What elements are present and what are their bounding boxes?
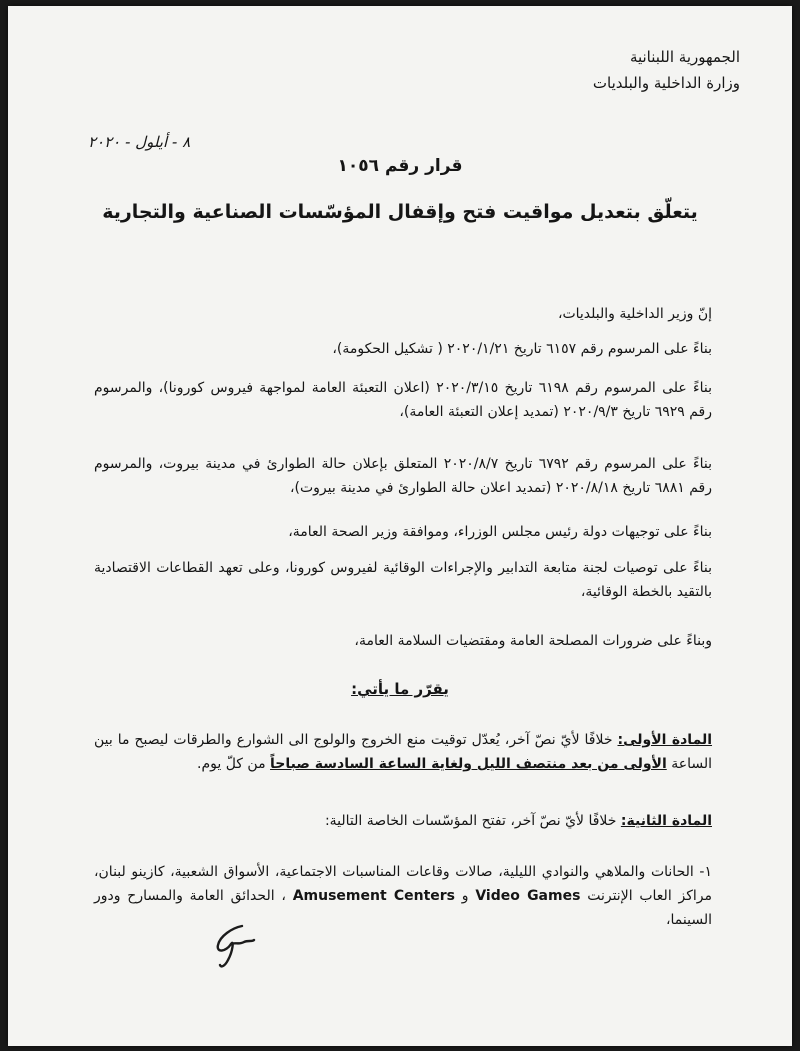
document-date: ٨ - أيلول - ٢٠٢٠ <box>88 133 191 151</box>
preamble-paragraph: بناءً على توصيات لجنة متابعة التدابير والإجراءات الوقائية لفيروس كورونا، وعلى تعهد القطاعات الاقتصادية بالتقيد بالخطة الوقائية، <box>94 560 712 600</box>
article-2-item-1 <box>94 860 712 932</box>
item-1-latin-video-games: Video Games <box>475 888 581 904</box>
item-1-latin-amusement-centers: Amusement Centers <box>292 888 456 904</box>
preamble-paragraph: بناءً على المرسوم رقم ٦١٩٨ تاريخ ٢٠٢٠/٣/١٥ (اعلان التعبئة العامة لمواجهة فيروس كورونا)، والمرسوم رقم ٦٩٢٩ تاريخ ٢٠٢٠/٩/٣ (تمديد إعلان التعبئة العامة)، <box>94 380 712 420</box>
item-1-text: ١- الحانات والملاهي والنوادي الليلية، صالات وقاعات المناسبات الاجتماعية، الأسواق الشعبية، كازينو لبنان، مراكز العاب الإنترنت <box>94 864 712 904</box>
article-1-curfew-hours: الأولى من بعد منتصف الليل ولغاية الساعة السادسة صباحاً <box>270 756 667 772</box>
item-1-text-end: ، الحدائق العامة والمسارح ودور السينما، <box>94 888 712 928</box>
decision-number: قرار رقم ١٠٥٦ <box>337 156 463 176</box>
preamble-paragraph: بناءً على المرسوم رقم ٦١٥٧ تاريخ ٢٠٢٠/١/٢١ ( تشكيل الحكومة)، <box>332 341 712 357</box>
article-1-text-end: من كلّ يوم. <box>197 756 271 772</box>
signature-icon <box>198 918 256 970</box>
letterhead <box>593 44 740 96</box>
document-page <box>8 6 792 1046</box>
article-2 <box>94 809 712 833</box>
article-1-text: خلافًا لأيّ نصّ آخر، يُعدّل توقيت منع الخروج والولوج الى الشوارع والطرقات ليصبح ما بين الساعة <box>94 732 712 772</box>
article-2-text: خلافًا لأيّ نصّ آخر، تفتح المؤسّسات الخاصة التالية: <box>324 813 621 829</box>
resolves-heading: يقرّر ما يأتي: <box>351 680 449 698</box>
preamble-paragraph: وبناءً على ضرورات المصلحة العامة ومقتضيات السلامة العامة، <box>354 633 712 649</box>
preamble-paragraph: بناءً على توجيهات دولة رئيس مجلس الوزراء، وموافقة وزير الصحة العامة، <box>288 524 712 540</box>
article-1-label: المادة الأولى: <box>617 732 713 748</box>
decision-subject: يتعلّق بتعديل مواقيت فتح وإقفال المؤسّسات الصناعية والتجارية <box>102 201 698 223</box>
article-1 <box>94 728 712 776</box>
ministry-name: وزارة الداخلية والبلديات <box>592 74 740 92</box>
article-2-label: المادة الثانية: <box>620 813 712 829</box>
item-1-conjunction: و <box>455 888 476 904</box>
republic-name: الجمهورية اللبنانية <box>629 48 740 66</box>
preamble-paragraph: بناءً على المرسوم رقم ٦٧٩٢ تاريخ ٢٠٢٠/٨/٧ المتعلق بإعلان حالة الطوارئ في مدينة بيروت، والمرسوم رقم ٦٨٨١ تاريخ ٢٠٢٠/٨/١٨ (تمديد اعلان حالة الطوارئ في مدينة بيروت)، <box>94 456 712 496</box>
preamble-intro: إنّ وزير الداخلية والبلديات، <box>557 306 712 322</box>
